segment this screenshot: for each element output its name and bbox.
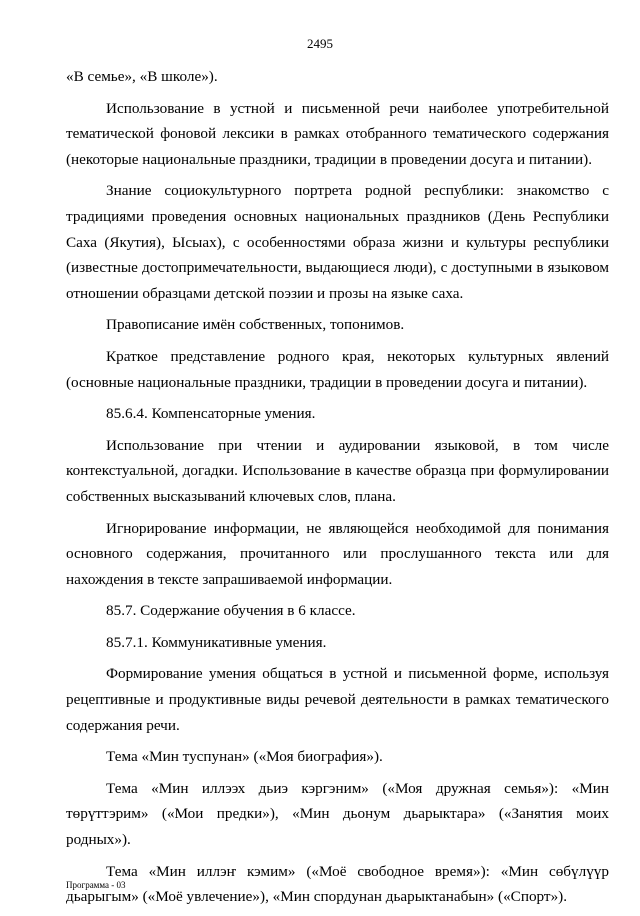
topic-free-time: Тема «Мин иллэҥ кэмим» («Моё свободное время»): «Мин сөбүлүүр дьарыгым» («Моё увлечение»), «Мин спордунан дьарыктанабын» («Спорт»). <box>66 862 609 906</box>
topic-biography: Тема «Мин туспунан» («Моя биография»). <box>106 748 383 766</box>
paragraph-2: Использование в устной и письменной речи наиболее употребительной тематической фоновой лексики в рамках отобранного тематического содержания (некоторые национальные праздники, традиции в проведении досуга и питании). <box>66 99 609 168</box>
topic-family: Тема «Мин иллээх дьиэ кэргэним» («Моя дружная семья»): «Мин төрүттэрим» («Мои предки»), «Мин дьонум дьарыктара» («Занятия моих родных»). <box>66 779 609 849</box>
paragraph-1: «В семье», «В школе»). <box>66 68 218 85</box>
section-heading-85-7-1: 85.7.1. Коммуникативные умения. <box>106 633 327 651</box>
paragraph-8: Игнорирование информации, не являющейся необходимой для понимания основного содержания, прочитанного или прослушанного текста или для нахождения в тексте запрашиваемой информации. <box>66 519 609 588</box>
paragraph-3: Знание социокультурного портрета родной республики: знакомство с традициями проведения основных национальных праздников (День Республики Саха (Якутия), Ысыах), с особенностями образа жизни и культуры республики (известные достопримечательности, выдающиеся люди), с доступными в языковом отношении образцами детской поэзии и прозы на языке саха. <box>66 182 609 302</box>
paragraph-4: Правописание имён собственных, топонимов. <box>106 316 405 334</box>
section-heading-85-6-4: 85.6.4. Компенсаторные умения. <box>106 405 316 423</box>
paragraph-5: Краткое представление родного края, некоторых культурных явлений (основные национальные праздники, традиции в проведении досуга и питании). <box>66 347 609 391</box>
document-body <box>66 64 609 910</box>
footer-label: Программа - 03 <box>66 880 126 890</box>
paragraph-7: Использование при чтении и аудировании языковой, в том числе контекстуальной, догадки. Использование в качестве образца при формулировании собственных высказываний ключевых слов, плана. <box>66 436 609 505</box>
paragraph-11: Формирование умения общаться в устной и письменной форме, используя рецептивные и продуктивные виды речевой деятельности в рамках тематического содержания речи. <box>66 665 609 734</box>
page-number: 2495 <box>307 36 333 51</box>
section-heading-85-7: 85.7. Содержание обучения в 6 классе. <box>106 602 356 620</box>
